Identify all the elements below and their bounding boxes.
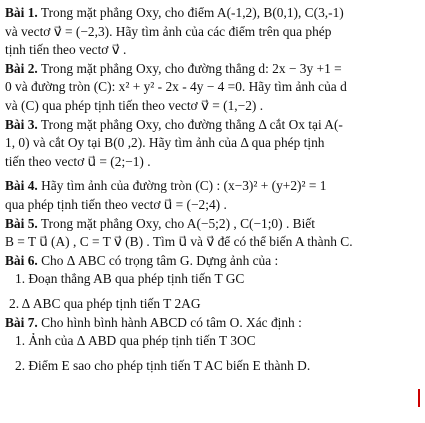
text-line-17: Bài 7. Cho hình bình hành ABCD có tâm O. Xác định : xyxy=(5,314,302,330)
label-bai-1: Bài 1. xyxy=(5,5,38,20)
exercise-label: Bài 2. xyxy=(5,60,38,76)
text-line-12: Bài 5. Trong mặt phẳng Oxy, cho A(−5;2) , C(−1;0) . Biết xyxy=(5,215,315,231)
text-line-11: qua phép tịnh tiến theo vectơ u⃗ = (−2;4) . xyxy=(5,196,227,212)
text-line-4: Bài 2. Trong mặt phẳng Oxy, cho đường thẳng d: 2x − 3y +1 = xyxy=(5,60,342,76)
text-line-9: tiến theo vectơ u⃗ = (2;−1) . xyxy=(5,153,151,169)
text-line-5: 0 và đường tròn (C): x² + y² - 2x - 4y − 4 =0. Hãy tìm ảnh của d xyxy=(5,79,347,95)
exercise-label: Bài 7. xyxy=(5,314,38,330)
text-line-10: Bài 4. Hãy tìm ảnh của đường tròn (C) : (x−3)² + (y+2)² = 1 xyxy=(5,178,327,194)
text-line-15: 1. Đoạn thẳng AB qua phép tịnh tiến T GC xyxy=(15,271,245,287)
margin-bar xyxy=(418,389,420,407)
text-line-19: 2. Điểm E sao cho phép tịnh tiến T AC biến E thành D. xyxy=(15,357,311,373)
text-line-7: Bài 3. Trong mặt phẳng Oxy, cho đường thẳng Δ cắt Ox tại A(- xyxy=(5,116,343,132)
text-line-13: B = T u⃗ (A) , C = T v⃗ (B) . Tìm u⃗ và v⃗ để có thể biến A thành C. xyxy=(5,234,353,250)
exercise-label: Bài 6. xyxy=(5,252,38,268)
text-line-16: 2. Δ ABC qua phép tịnh tiến T 2AG xyxy=(9,295,201,311)
text-line-6: và (C) qua phép tịnh tiến theo vectơ v⃗ = (1,−2) . xyxy=(5,97,264,113)
text-line-3: tịnh tiến theo vectơ v⃗ . xyxy=(5,42,127,58)
text-line-18: 1. Ảnh của Δ ABD qua phép tịnh tiến T 3OC xyxy=(15,333,256,349)
exercise-label: Bài 3. xyxy=(5,116,38,132)
text-line-1: Bài 1. Trong mặt phẳng Oxy, cho điểm A(-1,2), B(0,1), C(3,-1) xyxy=(5,5,344,20)
text-line-14: Bài 6. Cho Δ ABC có trọng tâm G. Dựng ảnh của : xyxy=(5,252,279,268)
text-line-2: và vectơ v⃗ = (−2,3). Hãy tìm ảnh của các điểm trên qua phép xyxy=(5,23,332,39)
exercise-label: Bài 4. xyxy=(5,178,38,194)
exercise-label: Bài 5. xyxy=(5,215,38,231)
text-line-8: 1, 0) và cắt Oy tại B(0 ,2). Hãy tìm ảnh của Δ qua phép tịnh xyxy=(5,135,325,151)
